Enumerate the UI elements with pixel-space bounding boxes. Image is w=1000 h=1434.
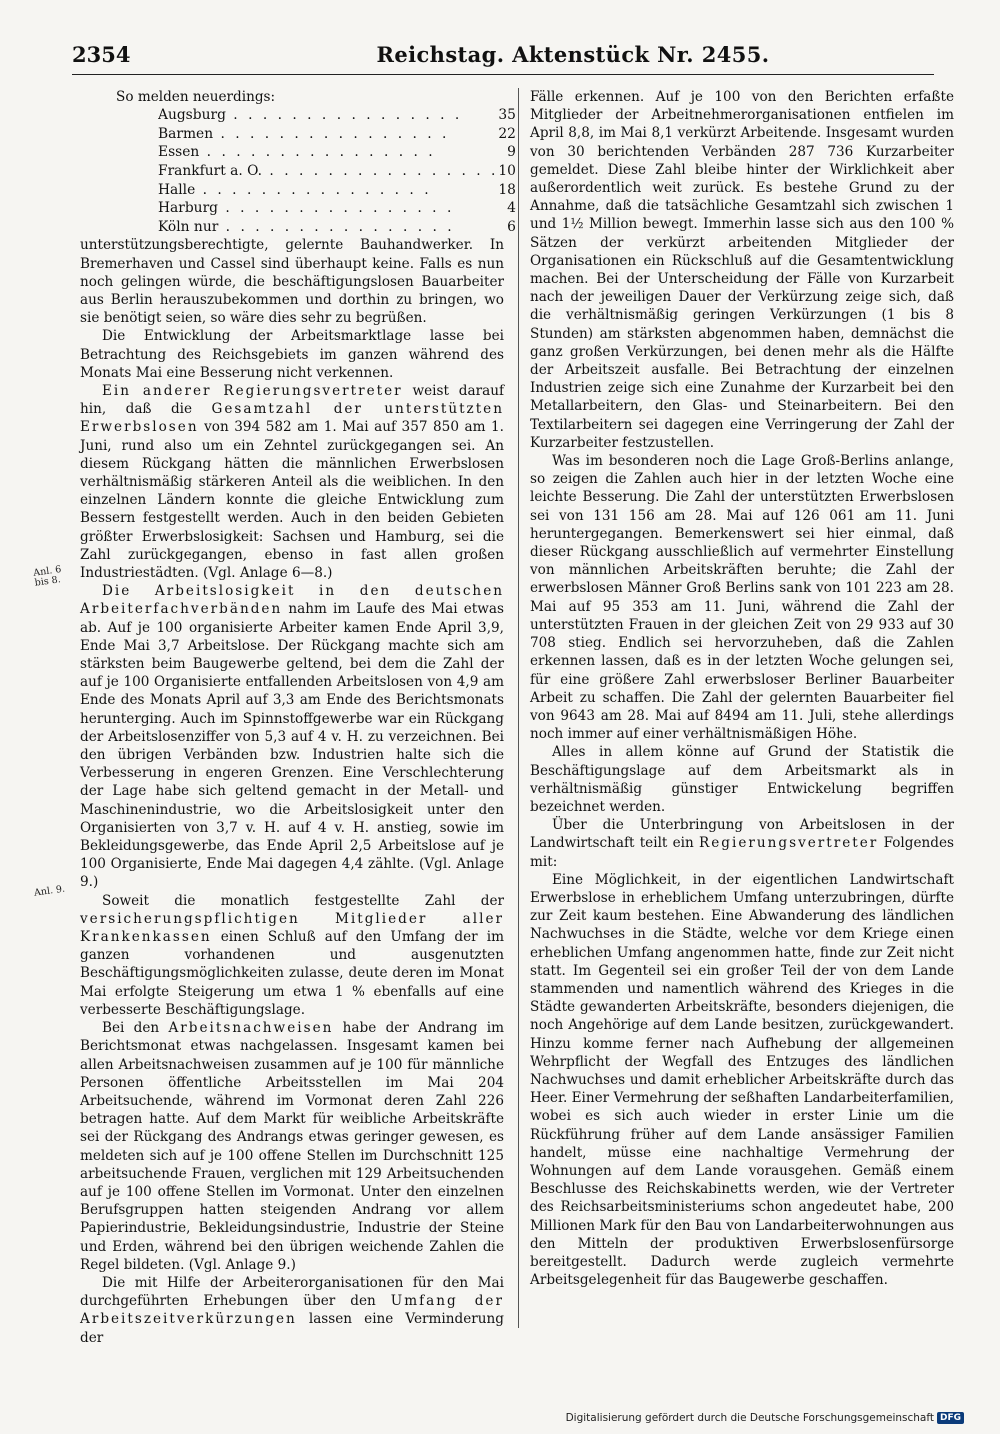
left-column	[80, 88, 516, 1347]
right-column	[530, 88, 954, 1289]
paragraph: Die Arbeitslosigkeit in den deutschen Arbeiterfachverbänden nahm im Laufe des Mai etwas ab. Auf je 100 organisierte Arbeiter kamen Ende April 3,9, Ende Mai 3,7 Arbeitslose. Der Rückgang machte sich am stärksten beim Baugewerbe geltend, bei dem die Zahl der auf je 100 Organisierte entfallenden Arbeitslosen von 4,9 am Ende des Monats April auf 3,3 am Ende des Berichtsmonats herunterging. Auch im Spinnstoffgewerbe war ein Rückgang der Arbeitslosenziffer von 5,3 auf 4 v. H. zu verzeichnen. Bei den übrigen Verbänden bzw. Industrien halte sich die Verbesserung in engeren Grenzen. Eine Verschlechterung der Lage habe sich geltend gemacht in der Metall- und Maschinenindustrie, wo die Arbeitslosigkeit unter den Organisierten von 3,7 v. H. auf 4 v. H. anstieg, sowie im Bekleidungsgewerbe, das Ende April 2,5 Arbeitslose auf je 100 Organisierte, Ende Mai dagegen 4,4 zählte. (Vgl. Anlage 9.)	[80, 583, 504, 891]
running-title: Reichstag. Aktenstück Nr. 2455.	[376, 42, 770, 67]
city-table	[158, 106, 516, 236]
page-header	[72, 38, 934, 75]
city-row: Frankfurt a. O. . . . 10	[158, 162, 516, 181]
paragraph: Ein anderer Regierungsvertreter weist darauf hin, daß die Gesamtzahl der unterstützten Erwerbslosen von 394 582 am 1. Mai auf 357 850 am 1. Juni, rund also um ein Zehntel zurückgegangen sei. An diesem Rückgang hätten die männlichen Erwerbslosen verhältnismäßig stärkeren Anteil als die weiblichen. In den einzelnen Ländern konnte die gleiche Entwicklung zum Bessern festgestellt werden. Auch in den beiden Gebieten größter Erwerbslosigkeit: Sachsen und Hamburg, sei die Zahl zurückgegangen, ebenso in fast allen großen Industriestädten. (Vgl. Anlage 6—8.)	[80, 382, 505, 582]
paragraph: Eine Möglichkeit, in der eigentlichen Landwirtschaft Erwerbslose in erheblichem Umfang unterzubringen, dürfte zur Zeit kaum bestehen. Eine Abwanderung des ländlichen Nachwuchses in die Städte, welche vor dem Kriege einen erheblichen Umfang angenommen hatte, finde zur Zeit nicht statt. Im Gegenteil sei ein großer Teil der von dem Lande stammenden und namentlich während des Krieges in die Städte gewanderten Arbeitskräfte, besonders diejenigen, die noch Angehörige auf dem Lande besitzen, zurückgewandert. Hinzu komme ferner nach Aufhebung der allgemeinen Wehrpflicht der Wegfall des Entzuges des ländlichen Nachwuchses und damit erheblicher Arbeitskräfte durch das Heer. Einer Vermehrung der seßhaften Landarbeiterfamilien, wobei es sich auch wieder in erster Linie um die Rückführung früher auf dem Lande ansässiger Familien handelt, müsse eine nachhaltige Vermehrung der Wohnungen auf dem Lande vorausgehen. Gemäß einem Beschlusse des Reichskabinetts werden, wie der Vertreter des Reichsarbeitsministeriums schon angedeutet habe, 200 Millionen Mark für den Bau von Landarbeiterwohnungen aus den Mitteln der produktiven Erwerbslosenfürsorge bereitgestellt. Dadurch werde zugleich vermehrte Arbeitsgelegenheit für das Baugewerbe geschaffen.	[530, 871, 954, 1289]
dfg-logo: DFG	[937, 1412, 964, 1424]
paragraph: Alles in allem könne auf Grund der Statistik die Beschäftigungslage auf dem Arbeitsmarkt als in verhältnismäßig günstiger Entwickelung begriffen bezeichnet werden.	[530, 744, 954, 815]
paragraph: Bei den Arbeitsnachweisen habe der Andrang im Berichtsmonat etwas nachgelassen. Insgesamt kamen bei allen Arbeitsnachweisen zusammen auf je 100 für männliche Personen öffentliche Arbeitsstellen im Mai 204 Arbeitsuchende, während im Vormonat deren Zahl 226 betragen hatte. Auf dem Markt für weibliche Arbeitskräfte sei der Rückgang des Andrangs etwas geringer gewesen, es meldeten sich auf je 100 offene Stellen im Durchschnitt 125 arbeitsuchende Frauen, verglichen mit 129 Arbeitsuchenden auf je 100 offene Stellen im Vormonat. Unter den einzelnen Berufsgruppen hatten steigenden Andrang vor allem Papierindustrie, Bekleidungsindustrie, Industrie der Steine und Erden, während bei den übrigen weichende Zahlen die Regel bildeten. (Vgl. Anlage 9.)	[80, 1020, 504, 1273]
paragraph: unterstützungsberechtigte, gelernte Bauhandwerker. In Bremerhaven und Cassel sind überhaupt keine. Falls es nun noch gelingen würde, die beschäftigungslosen Bauarbeiter aus Berlin herauszubekommen und dorthin zu bringen, wo sie benötigt seien, so wäre dies sehr zu begrüßen.	[80, 237, 504, 327]
city-row: Harburg . . . 4	[158, 199, 516, 218]
paragraph: Über die Unterbringung von Arbeitslosen in der Landwirtschaft teilt ein Regierungsvertreter Folgendes mit:	[530, 817, 955, 870]
paragraph: Die mit Hilfe der Arbeiterorganisationen für den Mai durchgeführten Erhebungen über den Umfang der Arbeitszeitverkürzungen lassen eine Verminderung der	[80, 1274, 504, 1346]
paragraph: Die Entwicklung der Arbeitsmarktlage lasse bei Betrachtung des Reichsgebiets im ganzen während des Monats Mai eine Besserung nicht verkennen.	[80, 328, 504, 381]
city-row: Köln nur . . . 6	[158, 218, 516, 237]
paragraph: Fälle erkennen. Auf je 100 von den Berichten erfaßte Mitglieder der Arbeitnehmerorganisationen entfielen im April 8,8, im Mai 8,1 verkürzt Arbeitende. Insgesamt wurden von 30 berichtenden Verbänden 287 736 Kurzarbeiter gemeldet. Diese Zahl bleibe hinter der Wirklichkeit aber außerordentlich weit zurück. Es bestehe Grund zu der Annahme, daß die tatsächliche Gesamtzahl sich zwischen 1 und 1½ Million bewegt. Immerhin lasse sich aus den 100 % Sätzen der verkürzt arbeitenden Mitglieder der Organisationen ein Rückschluß auf die Gesamtentwicklung machen. Bei der Unterscheidung der Fälle von Kurzarbeit nach der jeweiligen Dauer der Verkürzung zeige sich, daß die verhältnismäßig geringen Verkürzungen (1 bis 8 Stunden) am stärksten abgenommen haben, demnächst die ganz großen Verkürzungen, bei denen mehr als die Hälfte der Arbeitszeit ausfalle. Bei Betrachtung der einzelnen Industrien zeige sich eine Zunahme der Kurzarbeit bei den Metallarbeitern, den Glas- und Steinarbeitern. Bei den Textilarbeitern sei dagegen eine Verringerung der Zahl der Kurzarbeiter festzustellen.	[530, 89, 954, 451]
page-number: 2354	[72, 42, 131, 67]
intro-line: So melden neuerdings:	[116, 89, 276, 105]
column-divider	[518, 88, 519, 1328]
city-row: Augsburg . . . 35	[158, 106, 516, 125]
city-row: Essen . . . 9	[158, 143, 516, 162]
city-row: Halle . . . 18	[158, 181, 516, 200]
footer-text: Digitalisierung gefördert durch die Deutsche Forschungsgemeinschaft	[565, 1412, 934, 1424]
paragraph: Soweit die monatlich festgestellte Zahl der versicherungspflichtigen Mitglieder aller Krankenkassen einen Schluß auf den Umfang der im ganzen vorhandenen und ausgenutzten Beschäftigungsmöglichkeiten zulasse, deute deren im Monat Mai erfolgte Steigerung um etwa 1 % ebenfalls auf eine verbesserte Beschäftigungslage.	[80, 892, 504, 1018]
city-row: Barmen . . . 22	[158, 125, 516, 144]
margin-note-anlage-6-8: Anl. 6 bis 8.	[32, 563, 63, 589]
paragraph: Was im besonderen noch die Lage Groß-Berlins anlange, so zeigen die Zahlen auch hier in der letzten Woche eine leichte Besserung. Die Zahl der unterstützten Erwerbslosen sei von 131 156 am 28. Mai auf 126 061 am 11. Juni heruntergegangen. Bemerkenswert sei hier einmal, daß dieser Rückgang ausschließlich auf vermehrter Einstellung von männlichen Arbeitskräften beruhte; die Zahl der erwerbslosen Männer Groß Berlins sank von 101 223 am 28. Mai auf 95 353 am 11. Juni, während die Zahl der unterstützten Frauen in der gleichen Zeit von 29 933 auf 30 708 stieg. Endlich sei hervorzuheben, daß die Zahlen erkennen lassen, daß es in der letzten Woche gelungen sei, für eine größere Zahl erwerbsloser Berliner Bauarbeiter Arbeit zu schaffen. Die Zahl der gelernten Bauarbeiter fiel von 9643 am 28. Mai auf 8494 am 11. Juli, stehe allerdings noch immer auf einer verhältnismäßigen Höhe.	[530, 453, 954, 743]
footer	[566, 1412, 964, 1424]
margin-note-anlage-9: Anl. 9.	[33, 883, 66, 899]
